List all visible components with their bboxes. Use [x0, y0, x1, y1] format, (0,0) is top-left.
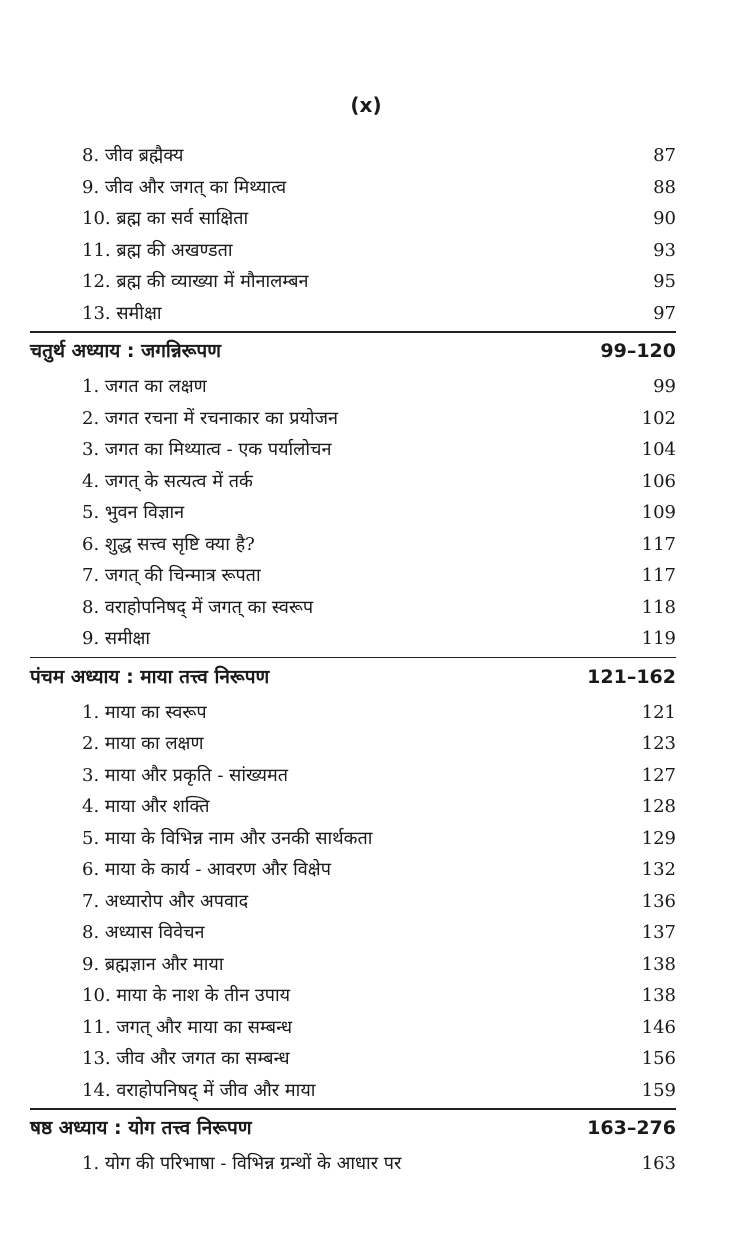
toc-entry-title: 10. ब्रह्म का सर्व साक्षिता [82, 208, 249, 229]
toc-entry-page: 118 [641, 596, 676, 618]
toc-entry-page: 128 [641, 796, 676, 817]
toc-entry-title: 6. शुद्ध सत्त्व सृष्टि क्या है? [82, 533, 255, 555]
toc-entry-page: 109 [641, 502, 676, 523]
chapter-page-range: 99–120 [600, 340, 676, 362]
toc-entry [0, 403, 732, 435]
toc-entry-title: 5. माया के विभिन्न नाम और उनकी सार्थकता [82, 827, 373, 849]
toc-entry-title: 2. माया का लक्षण [82, 733, 204, 754]
toc-entry-title: 8. वराहोपनिषद् में जगत् का स्वरूप [82, 596, 314, 618]
toc-section [0, 140, 732, 329]
toc-entry-page: 90 [653, 208, 676, 229]
toc-entry [0, 980, 732, 1012]
toc-entry-title: 7. जगत् की चिन्मात्र रूपता [82, 565, 261, 586]
toc-entry-title: 9. समीक्षा [82, 628, 151, 649]
toc-entry [0, 949, 732, 981]
toc-entry-title: 3. माया और प्रकृति - सांख्यमत [82, 764, 288, 786]
toc-entry-page: 156 [641, 1048, 676, 1069]
toc-entry-page: 129 [641, 827, 676, 849]
toc-entry-page: 121 [641, 701, 676, 723]
toc-entry [0, 434, 732, 466]
toc-entry-page: 146 [641, 1016, 676, 1038]
toc-entry [0, 1043, 732, 1075]
toc-entry-title: 13. समीक्षा [82, 302, 162, 324]
chapter-page-range: 121–162 [587, 665, 676, 688]
toc-entry-title: 11. जगत् और माया का सम्बन्ध [82, 1016, 293, 1038]
toc-entry-page: 99 [653, 376, 676, 397]
toc-entry [0, 371, 732, 403]
toc-entry [0, 623, 732, 655]
toc-entry-page: 102 [641, 407, 676, 429]
toc-section [0, 331, 732, 655]
toc-entry-page: 163 [641, 1153, 676, 1174]
toc-entry [0, 203, 732, 235]
toc-entry-title: 3. जगत का मिथ्यात्व - एक पर्यालोचन [82, 439, 332, 460]
toc-entry-title: 1. माया का स्वरूप [82, 701, 207, 723]
toc-entry-page: 95 [653, 271, 676, 292]
table-of-contents [0, 140, 732, 1180]
toc-entry-title: 2. जगत रचना में रचनाकार का प्रयोजन [82, 407, 338, 429]
toc-entry-page: 138 [641, 985, 676, 1006]
toc-entry [0, 172, 732, 204]
toc-entry-page: 159 [641, 1079, 676, 1101]
chapter-heading [0, 1108, 732, 1148]
toc-entry [0, 1075, 732, 1107]
toc-entry [0, 140, 732, 172]
toc-entry-page: 88 [653, 176, 676, 198]
toc-entry [0, 760, 732, 792]
toc-entry-title: 12. ब्रह्म की व्याख्या में मौनालम्बन [82, 271, 309, 292]
toc-entry-page: 104 [641, 439, 676, 460]
toc-entry-title: 10. माया के नाश के तीन उपाय [82, 985, 291, 1006]
toc-entry-title: 8. अध्यास विवेचन [82, 922, 205, 943]
toc-entry-page: 87 [653, 145, 676, 166]
toc-entry-page: 138 [641, 953, 676, 975]
toc-entry-title: 11. ब्रह्म की अखण्डता [82, 239, 233, 261]
toc-section [0, 1108, 732, 1180]
toc-entry [0, 886, 732, 918]
toc-entry-title: 7. अध्यारोप और अपवाद [82, 890, 249, 912]
chapter-title: पंचम अध्याय : माया तत्त्व निरूपण [30, 665, 270, 688]
toc-entry-page: 137 [641, 922, 676, 943]
chapter-heading [0, 331, 732, 371]
toc-entry [0, 791, 732, 823]
toc-entry-page: 117 [641, 565, 676, 586]
toc-section [0, 657, 732, 1107]
toc-entry-title: 9. ब्रह्मज्ञान और माया [82, 953, 224, 975]
toc-entry-title: 4. माया और शक्ति [82, 796, 210, 817]
toc-entry-page: 123 [641, 733, 676, 754]
toc-entry-page: 93 [653, 239, 676, 261]
toc-entry-title: 8. जीव ब्रह्मैक्य [82, 145, 184, 166]
toc-entry-title: 4. जगत् के सत्यत्व में तर्क [82, 470, 253, 492]
toc-entry [0, 235, 732, 267]
page-number: (x) [350, 93, 382, 117]
toc-entry [0, 560, 732, 592]
toc-entry-page: 97 [653, 302, 676, 324]
toc-entry [0, 298, 732, 330]
toc-entry-title: 14. वराहोपनिषद् में जीव और माया [82, 1079, 316, 1101]
toc-entry-title: 1. जगत का लक्षण [82, 376, 207, 397]
toc-entry [0, 497, 732, 529]
toc-entry [0, 529, 732, 561]
toc-entry [0, 823, 732, 855]
toc-entry [0, 1148, 732, 1180]
toc-entry [0, 697, 732, 729]
toc-entry-page: 132 [641, 859, 676, 880]
toc-entry [0, 854, 732, 886]
chapter-title: चतुर्थ अध्याय : जगन्निरूपण [30, 340, 221, 362]
toc-entry [0, 1012, 732, 1044]
toc-entry-page: 136 [641, 890, 676, 912]
toc-entry [0, 266, 732, 298]
toc-entry [0, 728, 732, 760]
toc-entry-page: 117 [641, 533, 676, 555]
toc-entry-page: 127 [641, 764, 676, 786]
toc-entry-title: 6. माया के कार्य - आवरण और विक्षेप [82, 859, 331, 880]
toc-entry [0, 466, 732, 498]
chapter-heading [0, 657, 732, 697]
chapter-title: षष्ठ अध्याय : योग तत्त्व निरूपण [30, 1117, 252, 1139]
toc-entry-title: 1. योग की परिभाषा - विभिन्न ग्रन्थों के आधार पर [82, 1153, 402, 1174]
chapter-page-range: 163–276 [587, 1117, 676, 1139]
toc-entry-page: 106 [641, 470, 676, 492]
toc-entry-title: 13. जीव और जगत का सम्बन्ध [82, 1048, 290, 1069]
toc-entry [0, 592, 732, 624]
toc-entry-title: 9. जीव और जगत् का मिथ्यात्व [82, 176, 287, 198]
toc-entry [0, 917, 732, 949]
toc-entry-page: 119 [641, 628, 676, 649]
toc-entry-title: 5. भुवन विज्ञान [82, 502, 185, 523]
